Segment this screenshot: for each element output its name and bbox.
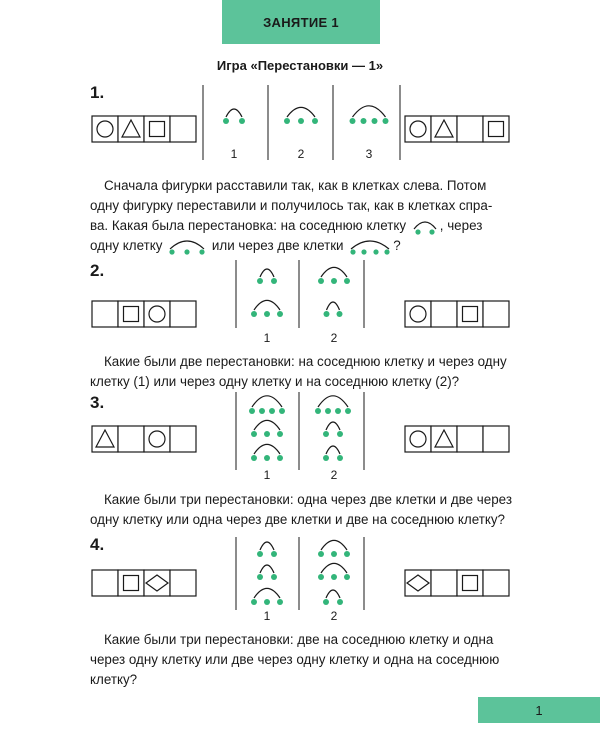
hop-arc (254, 300, 280, 310)
grid-cell (170, 426, 196, 452)
hop-dot (372, 118, 378, 124)
hop-dot (251, 599, 257, 605)
hop-dot (318, 574, 324, 580)
hop-dot (337, 311, 343, 317)
hop-dot (324, 311, 330, 317)
hop-dot (264, 455, 270, 461)
hop-dot (323, 431, 329, 437)
task-3-end-strip (405, 426, 509, 452)
grid-cell (92, 301, 118, 327)
hop-dot (383, 118, 389, 124)
task-3-option-1-hop-c (251, 444, 283, 461)
grid-cell (144, 570, 170, 596)
grid-cell (483, 426, 509, 452)
grid-cell (431, 570, 457, 596)
grid-cell (483, 570, 509, 596)
hop-arc (326, 590, 340, 598)
grid-cell (457, 301, 483, 327)
hop-dot (264, 431, 270, 437)
hop-dot (337, 431, 343, 437)
grid-cell (405, 570, 431, 596)
hop-dot (335, 408, 341, 414)
task-3-option-1-hop-a (249, 396, 285, 414)
hop-dot (337, 599, 343, 605)
task-4-option-2-hop-a (318, 540, 350, 557)
hop-dot (257, 278, 263, 284)
hop-dot (223, 118, 229, 124)
grid-cell (431, 301, 457, 327)
hop-arc (321, 267, 347, 277)
hop-dot (331, 551, 337, 557)
task-2-option-1-hop-b (251, 300, 283, 317)
hop-dot (315, 408, 321, 414)
hop-dot (277, 311, 283, 317)
hop-dot (312, 118, 318, 124)
task-4-start-strip (92, 570, 196, 596)
task-1-option-label: 3 (365, 147, 373, 161)
hop-dot (344, 551, 350, 557)
task-3-option-label: 2 (330, 468, 338, 482)
hop-dot (271, 278, 277, 284)
task-4-option-label: 1 (263, 609, 271, 623)
grid-cell (170, 570, 196, 596)
page-number: 1 (535, 702, 543, 718)
task-number-4: 4. (90, 535, 105, 554)
hop-dot (298, 118, 304, 124)
grid-cell (170, 301, 196, 327)
task-2-end-strip (405, 301, 509, 327)
task-2-option-1-hop-a (257, 269, 277, 284)
task-4-question: Какие были три перестановки: две на соседнюю клетку и одна через одну клетку или две через одну клетку и одна на соседнюю клетку? (90, 632, 500, 687)
hop-dot (344, 574, 350, 580)
task-1-text-part-3: одну клетку (90, 238, 163, 253)
hop-arc (260, 269, 274, 277)
task-3-question: Какие были три перестановки: одна через две клетки и две через одну клетку или одна через две клетки и две на соседнюю клетку? (90, 492, 512, 527)
task-1-text-part-2: , через (439, 218, 483, 233)
hop-dot (264, 311, 270, 317)
hop-dot (323, 599, 329, 605)
task-2-start-strip (92, 301, 196, 327)
task-2-option-2-hop-b (324, 302, 343, 317)
hop-arc (252, 396, 282, 407)
task-number-2: 2. (90, 261, 105, 280)
grid-cell (457, 116, 483, 142)
hop-dot (249, 408, 255, 414)
grid-cell (118, 301, 144, 327)
grid-cell (483, 301, 509, 327)
hop-dot (257, 574, 263, 580)
hop-dot (331, 574, 337, 580)
task-4-option-label: 2 (330, 609, 338, 623)
task-3-option-2-hop-b (323, 422, 343, 437)
task-1-end-strip (405, 116, 509, 142)
task-3-option-label: 1 (263, 468, 271, 482)
hop-dot (337, 455, 343, 461)
hop-dot (279, 408, 285, 414)
hop-dot (350, 118, 356, 124)
hop-dot (344, 278, 350, 284)
task-4-option-2-hop-b (318, 563, 350, 580)
hop-arc (353, 106, 386, 117)
hop-arc (260, 542, 274, 550)
hop-dot (323, 455, 329, 461)
hop-dot (331, 278, 337, 284)
hop-arc (254, 444, 280, 454)
hop-dot (277, 455, 283, 461)
hop-dot (318, 551, 324, 557)
task-4-end-strip (405, 570, 509, 596)
grid-cell (144, 301, 170, 327)
task-1-option-label: 2 (297, 147, 305, 161)
hop-arc (327, 302, 340, 310)
task-4-option-1-hop-a (257, 542, 277, 557)
hop-dot (325, 408, 331, 414)
hop-dot (361, 118, 367, 124)
hop-arc (326, 422, 340, 430)
hop-dot (264, 599, 270, 605)
hop-dot (284, 118, 290, 124)
task-1-option-1-hop (223, 109, 245, 124)
task-3-start-strip (92, 426, 196, 452)
hop-dot (277, 599, 283, 605)
task-number-1: 1. (90, 83, 105, 102)
task-1-option-3-hop (350, 106, 389, 124)
hop-dot (318, 278, 324, 284)
task-number-3: 3. (90, 393, 105, 412)
hop-dot (251, 455, 257, 461)
hop-arc (326, 446, 340, 454)
grid-cell (92, 116, 118, 142)
hop-arc (287, 107, 315, 117)
task-3-option-1-hop-b (251, 420, 283, 437)
grid-cell (457, 426, 483, 452)
hop-arc (260, 565, 274, 573)
grid-cell (144, 116, 170, 142)
task-1-option-2-hop (284, 107, 318, 124)
hop-arc (226, 109, 242, 117)
game-title: Игра «Перестановки — 1» (216, 58, 384, 73)
task-1-text-part-4: или через две клетки (211, 238, 344, 253)
task-2-question: Какие были две перестановки: на соседнюю клетку и через одну клетку (1) или через одну клетку и на соседнюю клетку (2)? (90, 354, 507, 389)
grid-cell (92, 570, 118, 596)
hop-dot (239, 118, 245, 124)
grid-cell (118, 426, 144, 452)
task-2-option-label: 1 (263, 331, 271, 345)
hop-dot (251, 431, 257, 437)
grid-cell (405, 116, 431, 142)
hop-arc (318, 396, 348, 407)
task-1-text-part-5: ? (393, 238, 401, 253)
hop-dot (251, 311, 257, 317)
task-4-option-1-hop-b (257, 565, 277, 580)
task-1-question: Сначала фигурки расставили так, как в клетках слева. Потом одну фигурку переставили и получилось так, как в клетках спра- ва. Какая была перестановка: на соседнюю клетку , через одну клетку или через две клетки ? (90, 176, 518, 256)
lesson-title: ЗАНЯТИЕ 1 (263, 14, 339, 30)
hop-arc (254, 420, 280, 430)
hop-arc (254, 588, 280, 598)
hop-dot (271, 574, 277, 580)
task-2-option-label: 2 (330, 331, 338, 345)
hop-dot (277, 431, 283, 437)
hop-arc (321, 563, 347, 573)
grid-cell (170, 116, 196, 142)
task-4-option-2-hop-c (323, 590, 343, 605)
hop-dot (259, 408, 265, 414)
task-1-start-strip (92, 116, 196, 142)
grid-cell (483, 116, 509, 142)
grid-cell (144, 426, 170, 452)
task-3-option-2-hop-a (315, 396, 351, 414)
hop-dot (345, 408, 351, 414)
task-2-option-2-hop-a (318, 267, 350, 284)
task-1-option-label: 1 (230, 147, 238, 161)
hop-dot (257, 551, 263, 557)
hop-arc (321, 540, 347, 550)
task-3-option-2-hop-c (323, 446, 343, 461)
grid-cell (405, 426, 431, 452)
grid-cell (118, 570, 144, 596)
grid-cell (457, 570, 483, 596)
grid-cell (405, 301, 431, 327)
task-4-option-1-hop-c (251, 588, 283, 605)
hop-dot (271, 551, 277, 557)
hop-dot (269, 408, 275, 414)
